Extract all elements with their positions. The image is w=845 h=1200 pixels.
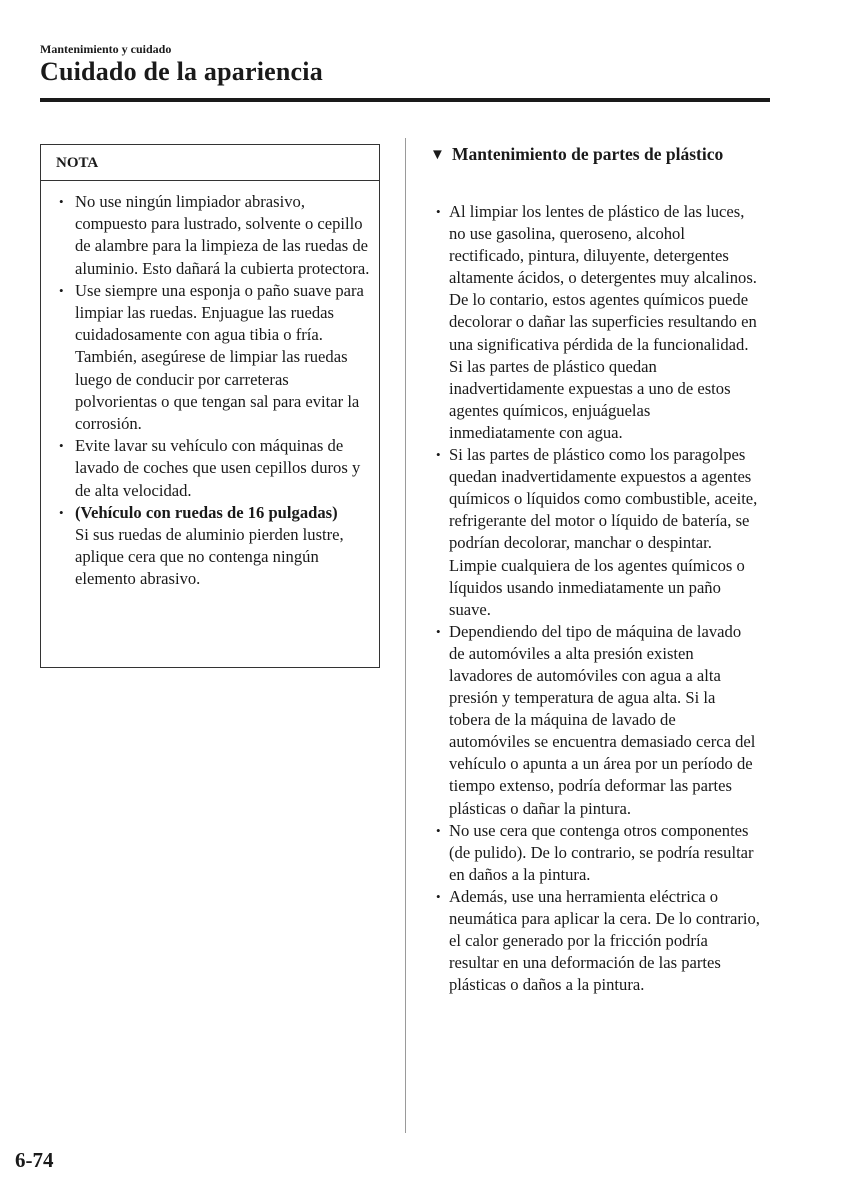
nota-box — [40, 144, 380, 668]
page-title: Cuidado de la apariencia — [40, 57, 323, 86]
plastic-item: • No use cera que contenga otros componentes (de pulido). De lo contrario, se podría resultar en daños a la pintura. — [434, 820, 760, 886]
nota-item: • Evite lavar su vehículo con máquinas de lavado de coches que usen cepillos duros y de alta velocidad. — [55, 435, 371, 502]
plastic-list — [434, 201, 760, 996]
nota-special-text: Si sus ruedas de aluminio pierden lustre, aplique cera que no contenga ningún elemento abrasivo. — [75, 525, 344, 589]
column-divider — [405, 138, 406, 1133]
nota-list — [41, 181, 371, 591]
nota-item: • Use siempre una esponja o paño suave para limpiar las ruedas. Enjuague las ruedas cuidadosamente con agua tibia o fría. También, asegúrese de limpiar las ruedas luego de conducir por carreteras polvorientas o que tengan sal para evitar la corrosión. — [55, 280, 371, 435]
plastic-item: • Dependiendo del tipo de máquina de lavado de automóviles a alta presión existen lavadores de automóviles con agua a alta presión y temperatura de agua alta. Si la tobera de la máquina de lavado de automóviles se encuentra demasiado cerca del vehículo o apunta a un área por un período de tiempo extenso, podría deformar las partes plásticas o dañar la pintura. — [434, 621, 760, 820]
section-label: Mantenimiento y cuidado — [40, 42, 172, 56]
plastic-item: • Si las partes de plástico como los paragolpes quedan inadvertidamente expuestos a agentes químicos o líquidos como combustible, aceite, refrigerante del motor o líquido de batería, se podrían decolorar, manchar o despintar. Limpie cualquiera de los agentes químicos o líquidos usando inmediatamente un paño suave. — [434, 444, 760, 621]
nota-special-bold: (Vehículo con ruedas de 16 pulgadas) — [75, 502, 338, 522]
title-rule — [40, 98, 770, 102]
nota-item: • No use ningún limpiador abrasivo, compuesto para lustrado, solvente o cepillo de alambre para la limpieza de las ruedas de aluminio. Esto dañará la cubierta protectora. — [55, 191, 371, 280]
page-number: 6-74 — [15, 1148, 54, 1172]
nota-heading: NOTA — [41, 145, 379, 181]
plastic-item: • Además, use una herramienta eléctrica o neumática para aplicar la cera. De lo contrario, el calor generado por la fricción podría resultar en una deformación de las partes plásticas o daños a la pintura. — [434, 886, 760, 996]
triangle-marker-icon: ▼ — [430, 147, 445, 163]
plastic-heading — [430, 143, 760, 167]
plastic-item: • Al limpiar los lentes de plástico de las luces, no use gasolina, queroseno, alcohol rectificado, pintura, diluyente, detergentes altamente ácidos, o detergentes muy alcalinos. De lo contario, estos agentes químicos puede decolorar o dañar las superficies resultando en una significativa pérdida de la funcionalidad. Si las partes de plástico quedan inadvertidamente expuestas a uno de estos agentes químicos, enjuáguelas inmediatamente con agua. — [434, 201, 760, 444]
nota-item-special — [55, 502, 371, 591]
plastic-heading-text: Mantenimiento de partes de plástico — [452, 144, 724, 164]
